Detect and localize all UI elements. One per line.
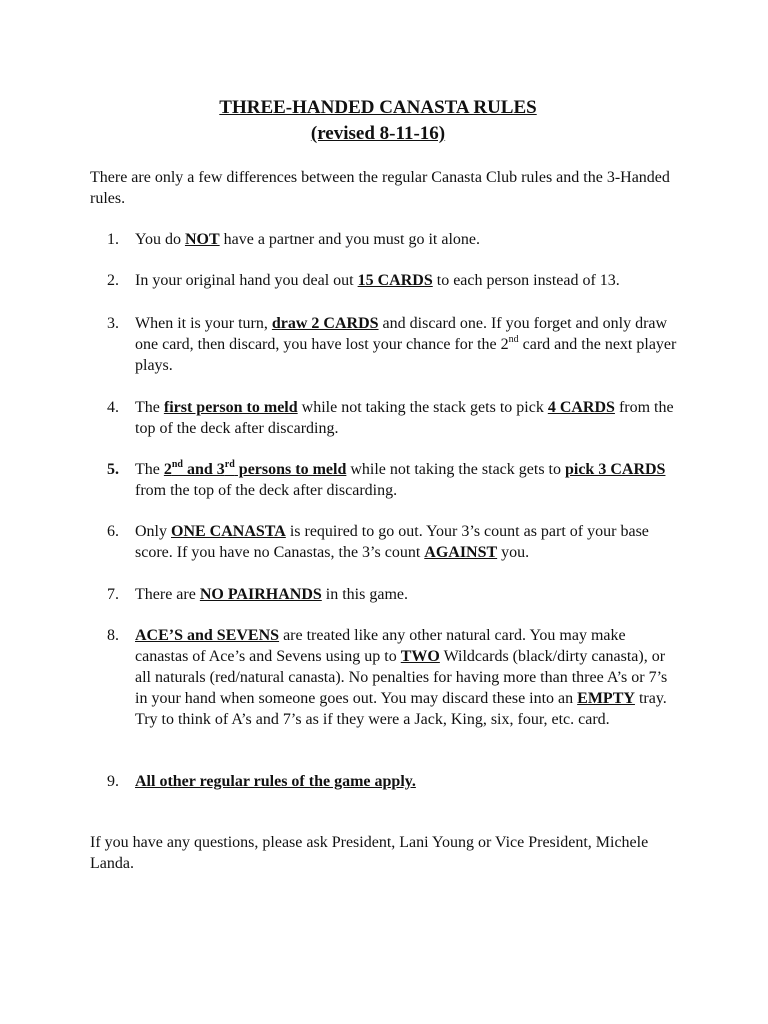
rule-text-segment: while not taking the stack gets to [346, 461, 565, 478]
rule-text-segment: is required to go out. Your 3’s count as part of your base score. If you have no Canastas, the 3’s count [135, 523, 649, 561]
rule-text-segment: When it is your turn, [135, 315, 272, 332]
closing-paragraph: If you have any questions, please ask President, Lani Young or Vice President, Michele Landa. [90, 834, 649, 872]
rule-text [135, 584, 680, 605]
rule-text [135, 229, 680, 250]
rule-text-segment: while not taking the stack gets to pick [297, 399, 548, 416]
rule-emphasis: All other regular rules of the game apply. [135, 773, 416, 790]
rule-emphasis [163, 458, 347, 478]
rule-text-segment: in this game. [321, 586, 408, 603]
rule-emphasis: 15 CARDS [357, 272, 433, 289]
rule-number: 4. [107, 399, 119, 416]
rule-text [135, 313, 680, 376]
rule-text [135, 270, 680, 291]
rule-emphasis: NOT [184, 231, 220, 248]
rule-text-segment: card and the next player plays. [135, 336, 677, 374]
rule-number: 9. [107, 773, 119, 790]
rule-text-segment: tray. Try to think of A’s and 7’s as if they were a Jack, King, six, four, etc. card. [135, 690, 667, 728]
rule-text-segment: are treated like any other natural card. You may make canastas of Ace’s and Sevens using up to [135, 627, 626, 665]
rule-text [135, 771, 680, 792]
rule-text [135, 625, 680, 730]
rule-number: 2. [107, 272, 119, 289]
document-title: THREE-HANDED CANASTA RULES [219, 97, 537, 118]
revision-date: (revised 8-11-16) [310, 123, 446, 144]
rule-emphasis: AGAINST [424, 544, 498, 561]
rule-emphasis: first person to meld [163, 399, 298, 416]
rule-text-segment: from the top of the deck after discarding. [135, 399, 674, 437]
rule-emphasis-segment: 2 [163, 461, 172, 478]
rule-emphasis: NO PAIRHANDS [199, 586, 322, 603]
rule-text [135, 397, 680, 439]
rule-emphasis: EMPTY [577, 690, 635, 707]
rule-text-segment: You do [135, 231, 185, 248]
rule-text-segment: Only [135, 523, 171, 540]
rule-text-segment: and discard one. If you forget and only draw one card, then discard, you have lost your chance for the 2 [135, 315, 668, 353]
rule-text-segment: There are [135, 586, 200, 603]
rule-number: 6. [107, 523, 119, 540]
rule-emphasis-segment: and 3 [183, 461, 225, 478]
ordinal-suffix: nd [171, 458, 183, 470]
rule-text-segment: In your original hand you deal out [135, 272, 358, 289]
rule-emphasis: TWO [400, 648, 440, 665]
rule-number: 5. [107, 461, 119, 478]
rule-text-segment: you. [497, 544, 530, 561]
rule-text [135, 459, 680, 501]
rule-emphasis: 4 CARDS [547, 399, 615, 416]
rule-text-segment: to each person instead of 13. [432, 272, 620, 289]
rule-number: 3. [107, 315, 119, 332]
rule-emphasis: pick 3 CARDS [564, 461, 666, 478]
rule-text [135, 521, 680, 563]
ordinal-suffix: nd [508, 333, 519, 345]
rule-text-segment: have a partner and you must go it alone. [219, 231, 480, 248]
rule-text-segment: The [135, 399, 164, 416]
rule-number: 8. [107, 627, 119, 644]
rule-number: 7. [107, 586, 119, 603]
rule-emphasis-segment: persons to meld [234, 461, 347, 478]
rule-text-segment: from the top of the deck after discarding. [135, 482, 398, 499]
rule-emphasis: draw 2 CARDS [271, 315, 379, 332]
ordinal-suffix: rd [224, 458, 235, 470]
rule-text-segment: Wildcards (black/dirty canasta), or all naturals (red/natural canasta). No penalties for having more than three A’s or 7’s in your hand when someone goes out. You may discard these into an [135, 648, 668, 707]
rule-emphasis: ONE CANASTA [171, 523, 286, 540]
rule-number: 1. [107, 231, 119, 248]
rule-text-segment: The [135, 461, 164, 478]
intro-paragraph: There are only a few differences between the regular Canasta Club rules and the 3-Handed rules. [90, 169, 670, 207]
rule-emphasis: ACE’S and SEVENS [135, 627, 280, 644]
